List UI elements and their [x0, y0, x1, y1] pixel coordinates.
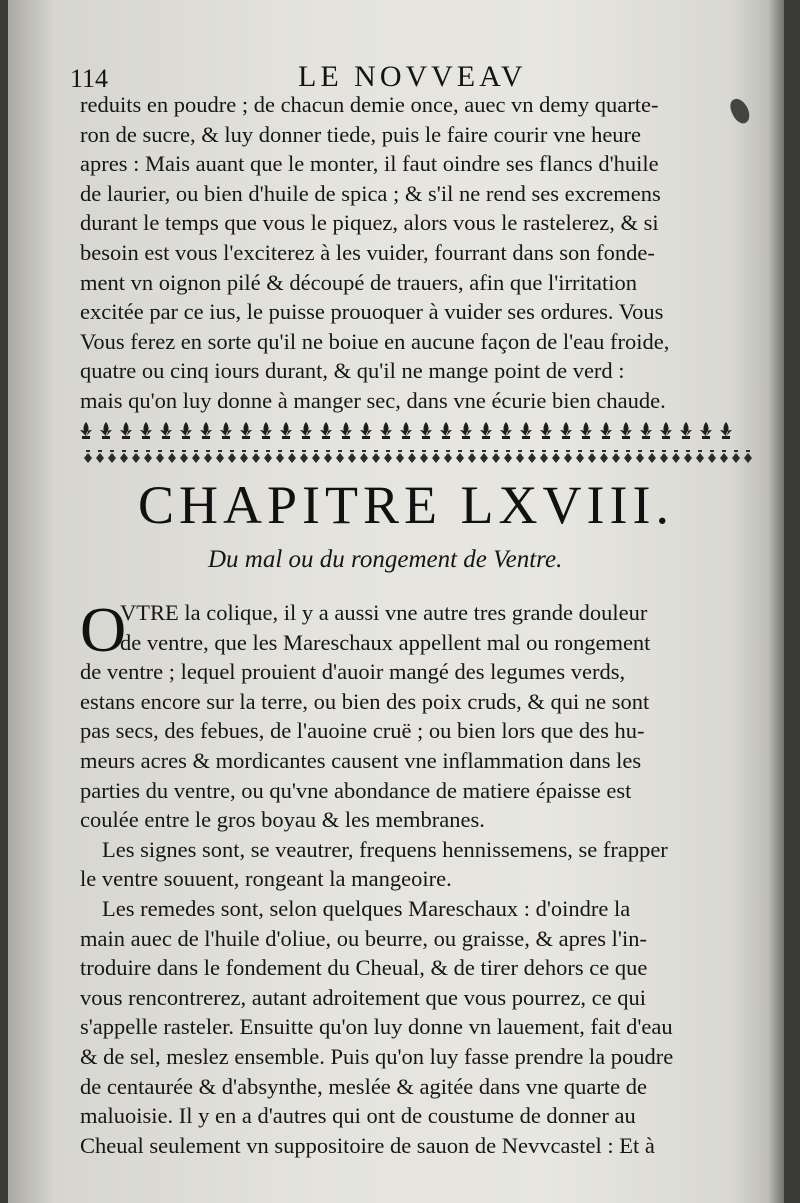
- fleuron-border-mark: [420, 450, 428, 463]
- fleuron-border-mark: [360, 450, 368, 463]
- fleuron-ornament-band: [80, 408, 752, 470]
- fleuron-border-mark: [168, 450, 176, 463]
- fleuron-border-mark: [84, 450, 92, 463]
- fleuron-border-mark: [720, 450, 728, 463]
- fleuron-border-mark: [648, 450, 656, 463]
- fleuron-mark: [500, 422, 512, 439]
- fleuron-border-mark: [108, 450, 116, 463]
- running-head: LE NOVVEAV: [298, 60, 527, 93]
- fleuron-border-mark: [660, 450, 668, 463]
- fleuron-border-mark: [96, 450, 104, 463]
- fleuron-border-mark: [576, 450, 584, 463]
- text-line: estans encore sur la terre, ou bien des poix cruds, & qui ne sont: [80, 688, 650, 714]
- fleuron-border-mark: [276, 450, 284, 463]
- fleuron-border-mark: [672, 450, 680, 463]
- fleuron-mark: [540, 422, 552, 439]
- fleuron-mark: [640, 422, 652, 439]
- fleuron-border-mark: [504, 450, 512, 463]
- fleuron-border-mark: [708, 450, 716, 463]
- text-line: excitée par ce ius, le puisse prouoquer à vuider ses ordures. Vous: [80, 299, 664, 325]
- text-line: coulée entre le gros boyau & les membranes.: [80, 807, 485, 833]
- text-line: Les signes sont, se veautrer, frequens hennissemens, se frapper: [102, 836, 668, 862]
- fleuron-border-mark: [480, 450, 488, 463]
- fleuron-border-mark: [156, 450, 164, 463]
- text-line: maluoisie. Il y en a d'autres qui ont de coustume de donner au: [80, 1103, 636, 1129]
- fleuron-border-mark: [444, 450, 452, 463]
- fleuron-mark: [660, 422, 672, 439]
- fleuron-mark: [480, 422, 492, 439]
- fleuron-mark: [180, 422, 192, 439]
- fleuron-mark: [240, 422, 252, 439]
- text-line: s'appelle rasteler. Ensuitte qu'on luy donne vn lauement, fait d'eau: [80, 1014, 673, 1040]
- fleuron-border-mark: [120, 450, 128, 463]
- fleuron-mark: [160, 422, 172, 439]
- fleuron-mark: [360, 422, 372, 439]
- fleuron-mark: [260, 422, 272, 439]
- fleuron-border-mark: [540, 450, 548, 463]
- text-line: & de sel, meslez ensemble. Puis qu'on luy fasse prendre la poudre: [80, 1043, 674, 1069]
- text-line: de ventre, que les Mareschaux appellent mal ou rongement: [120, 629, 651, 655]
- text-line: besoin est vous l'exciterez à les vuider, fourrant dans son fonde-: [80, 239, 655, 265]
- fleuron-mark: [440, 422, 452, 439]
- text-line: Cheual seulement vn suppositoire de sauon de Nevvcastel : Et à: [80, 1132, 655, 1158]
- chapter-body-text: [80, 594, 756, 1160]
- fleuron-mark: [280, 422, 292, 439]
- fleuron-mark: [340, 422, 352, 439]
- fleuron-mark: [600, 422, 612, 439]
- text-line: quatre ou cinq iours durant, & qu'il ne mange point de verd :: [80, 358, 625, 384]
- fleuron-mark: [460, 422, 472, 439]
- opening-word: VTRE: [120, 600, 179, 625]
- fleuron-mark: [420, 422, 432, 439]
- page-number: 114: [70, 64, 109, 93]
- text-line: durant le temps que vous le piquez, alors vous le rastelerez, & si: [80, 210, 659, 236]
- fleuron-border-mark: [552, 450, 560, 463]
- fleuron-border-mark: [408, 450, 416, 463]
- fleuron-border-mark: [348, 450, 356, 463]
- fleuron-mark: [220, 422, 232, 439]
- text-line: vous rencontrerez, autant adroitement que vous pourrez, ce qui: [80, 984, 647, 1010]
- chapter-subtitle: Du mal ou du rongement de Ventre.: [208, 546, 563, 573]
- page-header: [70, 58, 750, 94]
- text-line: main auec de l'huile d'oliue, ou beurre, ou graisse, & apres l'in-: [80, 925, 647, 951]
- fleuron-border-mark: [456, 450, 464, 463]
- fleuron-border-mark: [588, 450, 596, 463]
- fleuron-border-mark: [468, 450, 476, 463]
- fleuron-border-mark: [324, 450, 332, 463]
- fleuron-border-mark: [696, 450, 704, 463]
- text-line: apres : Mais auant que le monter, il faut oindre ses flancs d'huile: [80, 151, 659, 177]
- fleuron-border-mark: [744, 450, 752, 463]
- fleuron-border-mark: [204, 450, 212, 463]
- fleuron-mark: [100, 422, 112, 439]
- fleuron-border-mark: [228, 450, 236, 463]
- text-line: Vous ferez en sorte qu'il ne boiue en aucune façon de l'eau froide,: [80, 328, 670, 354]
- fleuron-mark: [720, 422, 732, 439]
- page-gutter-shadow: [768, 0, 784, 1203]
- fleuron-mark: [80, 422, 92, 439]
- fleuron-mark: [120, 422, 132, 439]
- chapter-title: CHAPITRE LXVIII.: [138, 475, 674, 535]
- fleuron-mark: [680, 422, 692, 439]
- fleuron-mark: [620, 422, 632, 439]
- fleuron-border-mark: [192, 450, 200, 463]
- text-line: de centaurée & d'absynthe, meslée & agitée dans vne quarte de: [80, 1073, 647, 1099]
- fleuron-border-mark: [612, 450, 620, 463]
- fleuron-border-mark: [432, 450, 440, 463]
- book-page: [8, 0, 784, 1203]
- fleuron-mark: [580, 422, 592, 439]
- fleuron-mark: [300, 422, 312, 439]
- text-line: troduire dans le fondement du Cheual, & de tirer dehors ce que: [80, 955, 648, 981]
- fleuron-border-mark: [144, 450, 152, 463]
- fleuron-border-mark: [732, 450, 740, 463]
- fleuron-border-mark: [396, 450, 404, 463]
- fleuron-border-mark: [372, 450, 380, 463]
- fleuron-border-mark: [300, 450, 308, 463]
- text-line: le ventre souuent, rongeant la mangeoire.: [80, 866, 452, 892]
- fleuron-mark: [560, 422, 572, 439]
- text-line: parties du ventre, ou qu'vne abondance de matiere épaisse est: [80, 777, 632, 803]
- fleuron-mark: [140, 422, 152, 439]
- fleuron-border-mark: [288, 450, 296, 463]
- fleuron-mark: [400, 422, 412, 439]
- fleuron-mark: [320, 422, 332, 439]
- fleuron-border-mark: [264, 450, 272, 463]
- first-line-rest: la colique, il y a aussi vne autre tres grande douleur: [178, 600, 648, 625]
- continuation-text: [80, 90, 756, 416]
- text-line: mais qu'on luy donne à manger sec, dans vne écurie bien chaude.: [80, 387, 666, 413]
- fleuron-border-mark: [600, 450, 608, 463]
- fleuron-border-mark: [492, 450, 500, 463]
- text-line: Les remedes sont, selon quelques Mareschaux : d'oindre la: [102, 895, 631, 921]
- text-line: reduits en poudre ; de chacun demie once, auec vn demy quarte-: [80, 92, 659, 117]
- fleuron-border-mark: [180, 450, 188, 463]
- text-line: de ventre ; lequel prouient d'auoir mangé des legumes verds,: [80, 659, 626, 685]
- fleuron-border-mark: [336, 450, 344, 463]
- fleuron-border-mark: [528, 450, 536, 463]
- fleuron-mark: [700, 422, 712, 439]
- fleuron-border-mark: [516, 450, 524, 463]
- text-line: pas secs, des febues, de l'auoine cruë ; ou bien lors que des hu-: [80, 718, 645, 744]
- text-line: ment vn oignon pilé & découpé de trauers, afin que l'irritation: [80, 269, 638, 295]
- drop-cap: O: [80, 594, 127, 665]
- fleuron-border-mark: [564, 450, 572, 463]
- text-line: de laurier, ou bien d'huile de spica ; & s'il ne rend ses excremens: [80, 180, 661, 206]
- fleuron-mark: [380, 422, 392, 439]
- text-line: meurs acres & mordicantes causent vne inflammation dans les: [80, 747, 642, 773]
- fleuron-border-mark: [132, 450, 140, 463]
- fleuron-border-mark: [240, 450, 248, 463]
- fleuron-border-mark: [252, 450, 260, 463]
- fleuron-border-mark: [624, 450, 632, 463]
- body-first-line: [80, 598, 756, 628]
- text-line: ron de sucre, & luy donner tiede, puis le faire courir vne heure: [80, 121, 642, 147]
- fleuron-mark: [200, 422, 212, 439]
- fleuron-border-mark: [684, 450, 692, 463]
- fleuron-mark: [520, 422, 532, 439]
- fleuron-border-mark: [312, 450, 320, 463]
- fleuron-border-mark: [216, 450, 224, 463]
- fleuron-border-mark: [636, 450, 644, 463]
- fleuron-border-mark: [384, 450, 392, 463]
